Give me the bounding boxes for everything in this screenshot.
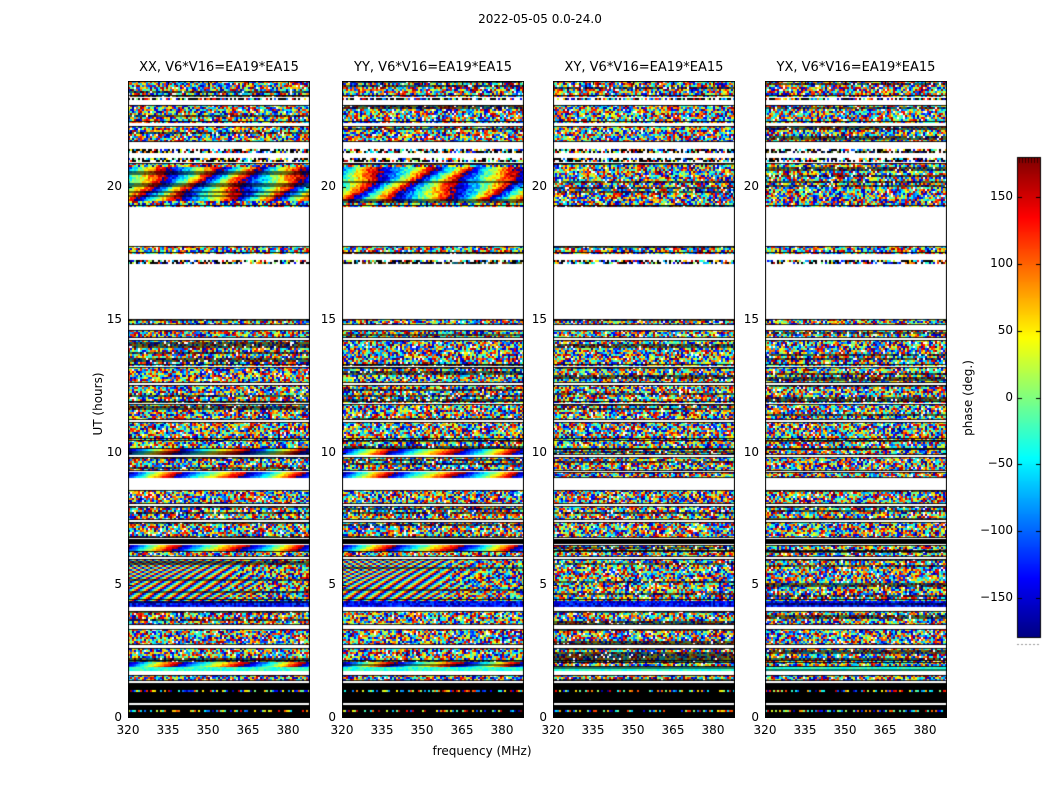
heatmap-yy	[342, 81, 524, 718]
y-tick-label: 10	[106, 444, 122, 459]
x-tick-label: 380	[276, 723, 300, 737]
y-tick-label: 15	[320, 311, 336, 326]
y-tick-label: 5	[539, 577, 547, 592]
x-tick-label: 335	[370, 723, 394, 737]
y-tick-label: 0	[751, 710, 759, 724]
x-tick-label: 320	[330, 723, 354, 737]
y-tick-label: 10	[531, 444, 547, 459]
y-tick-label: 0	[114, 710, 122, 724]
x-tick-label: 350	[621, 723, 645, 737]
colorbar-tick-label: −150	[980, 589, 1013, 604]
colorbar	[1010, 147, 1050, 649]
y-tick-label: 5	[328, 577, 336, 592]
y-tick-label: 0	[328, 710, 336, 724]
y-tick-label: 15	[743, 311, 759, 326]
x-tick-label: 320	[541, 723, 565, 737]
y-tick-label: 0	[539, 710, 547, 724]
panel-yx	[765, 81, 947, 718]
x-tick-label: 365	[236, 723, 260, 737]
x-tick-label: 380	[913, 723, 937, 737]
colorbar-tick-label: 0	[1005, 389, 1013, 404]
y-tick-label: 5	[751, 577, 759, 592]
colorbar-label: phase (deg.)	[961, 360, 975, 436]
x-tick-label: 335	[793, 723, 817, 737]
x-tick-label: 350	[196, 723, 220, 737]
y-tick-label: 20	[106, 179, 122, 194]
panel-yy	[342, 81, 524, 718]
y-axis-label: UT (hours)	[91, 372, 105, 436]
panel-xx	[128, 81, 310, 718]
x-tick-label: 380	[490, 723, 514, 737]
x-tick-label: 350	[410, 723, 434, 737]
y-tick-label: 20	[743, 179, 759, 194]
x-tick-label: 365	[873, 723, 897, 737]
colorbar-tick-label: −100	[980, 523, 1013, 538]
y-tick-label: 10	[320, 444, 336, 459]
figure-title: 2022-05-05 0.0-24.0	[478, 12, 602, 26]
colorbar-tick-label: 50	[997, 322, 1013, 337]
x-tick-label: 350	[833, 723, 857, 737]
y-tick-label: 10	[743, 444, 759, 459]
heatmap-xy	[553, 81, 735, 718]
x-tick-label: 365	[661, 723, 685, 737]
heatmap-xx	[128, 81, 310, 718]
y-tick-label: 15	[531, 311, 547, 326]
x-tick-label: 335	[156, 723, 180, 737]
x-tick-label: 380	[701, 723, 725, 737]
x-tick-label: 365	[450, 723, 474, 737]
x-tick-label: 335	[581, 723, 605, 737]
colorbar-tick-label: 100	[990, 255, 1013, 270]
panel-title-xx: XX, V6*V16=EA19*EA15	[139, 60, 299, 75]
panel-title-xy: XY, V6*V16=EA19*EA15	[564, 60, 724, 75]
colorbar-tick-label: −50	[987, 456, 1013, 471]
colorbar-tick-label: 150	[990, 189, 1013, 204]
y-tick-label: 5	[114, 577, 122, 592]
x-tick-label: 320	[753, 723, 777, 737]
y-tick-label: 20	[531, 179, 547, 194]
panel-title-yx: YX, V6*V16=EA19*EA15	[776, 60, 936, 75]
y-tick-label: 15	[106, 311, 122, 326]
x-tick-label: 320	[116, 723, 140, 737]
panel-xy	[553, 81, 735, 718]
y-tick-label: 20	[320, 179, 336, 194]
x-axis-label: frequency (MHz)	[432, 744, 532, 758]
panel-title-yy: YY, V6*V16=EA19*EA15	[354, 60, 512, 75]
heatmap-yx	[765, 81, 947, 718]
